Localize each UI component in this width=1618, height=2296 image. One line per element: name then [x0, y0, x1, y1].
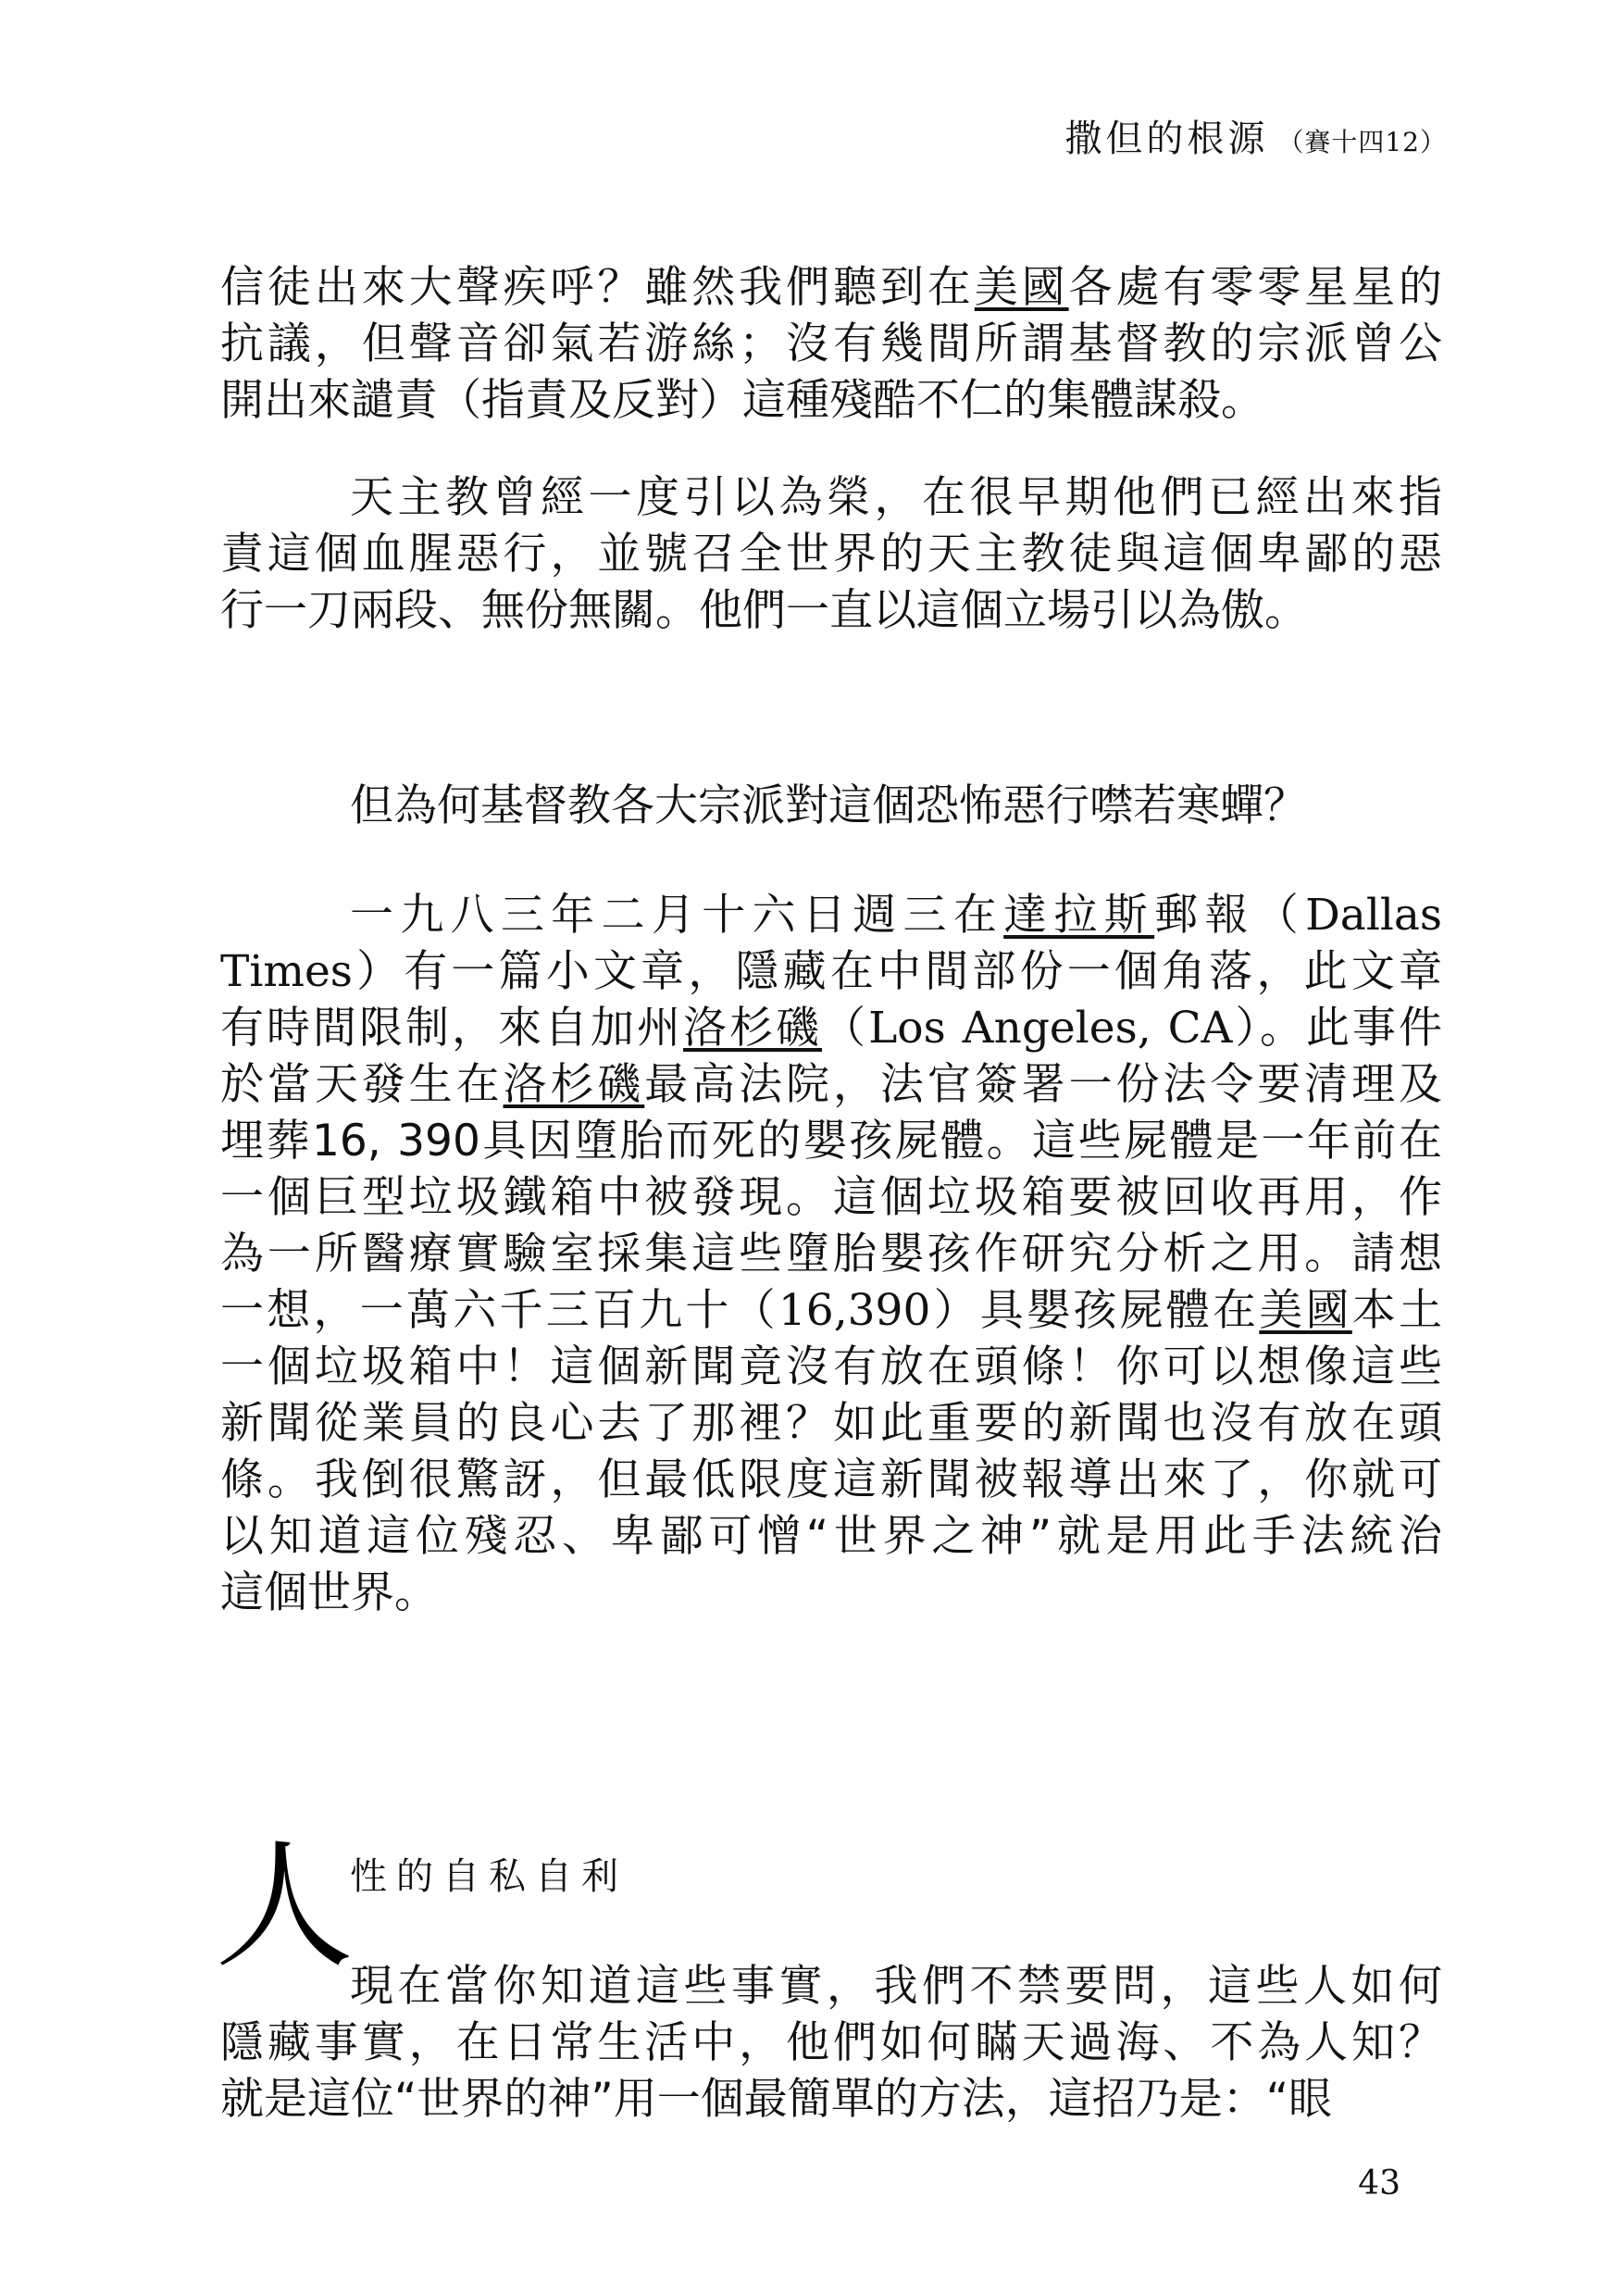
text-line: 這個世界。	[220, 1567, 438, 1618]
header-reference: （賽十四12）	[1277, 127, 1447, 157]
text-line: 有時間限制，來自加州洛杉磯（Los Angeles, CA）。此事件	[220, 1003, 1443, 1054]
text-line: 行一刀兩段、無份無關。他們一直以這個立場引以為傲。	[220, 585, 1308, 636]
text-line: 一想，一萬六千三百九十（16,390）具嬰孩屍體在美國本土	[220, 1285, 1443, 1336]
underlined-place-name: 美國	[1259, 1285, 1352, 1336]
text-line: 天主教曾經一度引以為榮，在很早期他們已經出來指	[350, 472, 1442, 523]
page-number: 43	[1358, 2165, 1400, 2202]
text-line: 為一所醫療實驗室採集這些墮胎嬰孩作研究分析之用。請想	[220, 1229, 1442, 1279]
paragraph-2	[220, 469, 1442, 639]
text-line: 一個巨型垃圾鐵箱中被發現。這個垃圾箱要被回收再用，作	[220, 1172, 1442, 1223]
text-line: 新聞從業員的良心去了那裡？如此重要的新聞也沒有放在頭	[220, 1398, 1442, 1449]
section-drop-cap: 人	[215, 1827, 355, 1988]
text-line: 就是這位“世界的神”用一個最簡單的方法，這招乃是：“眼	[220, 2074, 1333, 2125]
text-line: 現在當你知道這些事實，我們不禁要問，這些人如何	[350, 1961, 1442, 2012]
running-header	[1064, 109, 1447, 162]
underlined-place-name: 洛杉磯	[503, 1059, 645, 1110]
text-line: 責這個血腥惡行，並號召全世界的天主教徒與這個卑鄙的惡	[220, 529, 1442, 580]
header-title: 撒但的根源	[1064, 118, 1269, 160]
paragraph-4	[220, 887, 1442, 1621]
text-line: 埋葬16, 390具因墮胎而死的嬰孩屍體。這些屍體是一年前在	[220, 1116, 1442, 1167]
roman-text: Los Angeles, CA	[868, 1003, 1233, 1054]
roman-text: Times	[220, 946, 353, 997]
text-line: 開出來譴責（指責及反對）這種殘酷不仁的集體謀殺。	[220, 375, 1264, 426]
section-heading: 性的自私自利	[350, 1855, 628, 1898]
roman-text: Dallas	[1305, 890, 1443, 941]
paragraph-1	[220, 259, 1442, 429]
text-line: Times）有一篇小文章，隱藏在中間部份一個角落，此文章	[220, 946, 1442, 997]
text-line: 信徒出來大聲疾呼？雖然我們聽到在美國各處有零零星星的	[220, 262, 1443, 313]
text-line: 隱藏事實，在日常生活中，他們如何瞞天過海、不為人知？	[220, 2017, 1442, 2068]
text-line: 條。我倒很驚訝，但最低限度這新聞被報導出來了，你就可	[220, 1454, 1442, 1505]
paragraph-3	[220, 778, 1442, 834]
text-line: 抗議，但聲音卻氣若游絲；沒有幾間所謂基督教的宗派曾公	[220, 318, 1442, 369]
roman-text: 16,390	[778, 1285, 931, 1336]
text-line: 於當天發生在洛杉磯最高法院，法官簽署一份法令要清理及	[220, 1059, 1443, 1110]
underlined-place-name: 達拉斯	[1003, 890, 1155, 941]
text-line: 但為何基督教各大宗派對這個恐怖惡行噤若寒蟬？	[350, 780, 1307, 831]
underlined-place-name: 洛杉磯	[683, 1003, 823, 1054]
paragraph-5	[220, 1958, 1442, 2128]
text-line: 以知道這位殘忍、卑鄙可憎“世界之神”就是用此手法統治	[220, 1511, 1442, 1562]
text-line: 一九八三年二月十六日週三在達拉斯郵報（Dallas	[350, 890, 1443, 941]
underlined-place-name: 美國	[974, 262, 1069, 313]
text-line: 一個垃圾箱中！這個新聞竟沒有放在頭條！你可以想像這些	[220, 1341, 1442, 1392]
